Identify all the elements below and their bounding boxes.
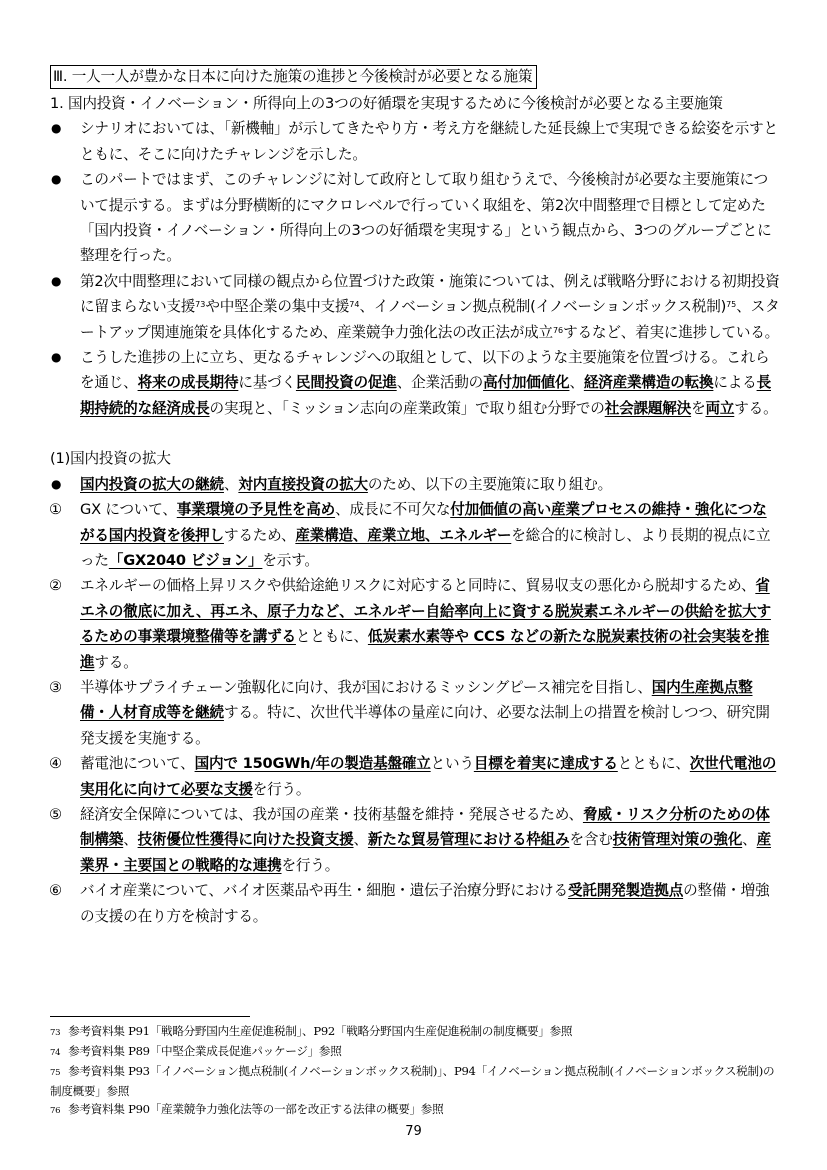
footnote-text: 参考資料集 P90「産業競争力強化法等の一部を改正する法律の概要」参照 bbox=[68, 1102, 444, 1116]
emphasis: 技術優位性獲得に向けた投資支援 bbox=[137, 831, 354, 849]
page-number: 79 bbox=[405, 1124, 422, 1139]
text: を示す。 bbox=[262, 551, 319, 569]
footnote-number: 76 bbox=[50, 1106, 61, 1116]
text: とともに、 bbox=[295, 628, 368, 646]
emphasis: 付加価値の高い産業プロセスの維持・強化につながる国内投資を後押し bbox=[80, 501, 767, 544]
bullet-item: ● このパートではまず、このチャレンジに対して政府として取り組むうえで、今後検討が必要な主要施策について提示する。まずは分野横断的にマクロレベルで行っていく取組を、第2次中間整理で目標として定めた「国内投資・イノベーション・所得向上の3つの好循環を実現する」という観点から、3つのグループごとに整理を行った。 bbox=[50, 167, 780, 269]
item-number: ⑥ bbox=[49, 882, 62, 900]
emphasis: 「GX2040 ビジョン」 bbox=[108, 551, 263, 569]
text: する。 bbox=[734, 399, 778, 417]
emphasis: 国内投資の拡大の継続 bbox=[80, 475, 224, 493]
item-number: ⑤ bbox=[49, 805, 62, 823]
text: 、 bbox=[223, 475, 239, 493]
footnote-divider bbox=[50, 1016, 250, 1017]
footnote-ref: 74 bbox=[349, 300, 360, 310]
text: 、成長に不可欠な bbox=[335, 501, 451, 519]
text: するなど、着実に進捗している。 bbox=[563, 323, 780, 341]
text: バイオ産業について、バイオ医薬品や再生・細胞・遺伝子治療分野における bbox=[80, 882, 568, 900]
emphasis: 事業環境の予見性を高め bbox=[176, 501, 336, 519]
body-content bbox=[50, 64, 780, 929]
bullet-item bbox=[50, 345, 780, 421]
footnote-text: 参考資料集 P91「戦略分野国内生産促進税制」、P92「戦略分野国内生産促進税制の制度概要」参照 bbox=[68, 1024, 573, 1038]
footnote-number: 73 bbox=[50, 1028, 61, 1038]
numbered-item bbox=[50, 675, 780, 751]
item-number: ② bbox=[49, 577, 62, 595]
emphasis: 目標を着実に達成する bbox=[473, 755, 618, 773]
text: を含む bbox=[569, 831, 613, 849]
footnote-text: 参考資料集 P93「イノベーション拠点税制(イノベーションボックス税制)」、P94「イノベーション拠点税制(イノベーションボックス税制)の制度概要」参照 bbox=[50, 1064, 775, 1098]
numbered-item bbox=[50, 497, 780, 573]
footnote-text: 参考資料集 P89「中堅企業成長促進パッケージ」参照 bbox=[68, 1044, 342, 1058]
text: GX について、 bbox=[80, 501, 177, 519]
emphasis: 対内直接投資の拡大 bbox=[238, 475, 368, 493]
text: 第2次中間整理において同様の観点から位置づけた政策・施策については、例えば戦略分野における初期投資に留まらない支援 bbox=[80, 272, 780, 316]
emphasis: 技術管理対策の強化 bbox=[612, 831, 743, 849]
emphasis: 新たな貿易管理における枠組み bbox=[367, 831, 570, 849]
numbered-item bbox=[50, 573, 780, 675]
footnote-ref: 73 bbox=[195, 300, 206, 310]
emphasis: 社会課題解決 bbox=[604, 399, 692, 417]
emphasis: 脅威・リスク分析のための体制構築 bbox=[80, 805, 770, 849]
bullet-item: ● シナリオにおいては、「新機軸」が示してきたやり方・考え方を継続した延長線上で実現できる絵姿を示すとともに、そこに向けたチャレンジを示した。 bbox=[50, 116, 780, 167]
numbered-item bbox=[50, 878, 780, 929]
spacer bbox=[50, 421, 780, 446]
bullet-item bbox=[50, 269, 780, 345]
bullet-item bbox=[50, 472, 780, 497]
emphasis: 国内で 150GWh/年の製造基盤確立 bbox=[194, 755, 431, 773]
footnote-ref: 75 bbox=[726, 300, 737, 310]
text: を行う。 bbox=[252, 780, 311, 798]
text: を行う。 bbox=[281, 856, 340, 874]
emphasis: 国内生産拠点整備・人材育成等を継続 bbox=[80, 678, 753, 722]
emphasis: 長期持続的な経済成長 bbox=[80, 374, 771, 417]
text: 半導体サプライチェーン強靱化に向け、我が国におけるミッシングピース補完を目指し、 bbox=[80, 678, 652, 696]
text: 、 bbox=[353, 831, 368, 849]
text: に基づく bbox=[238, 374, 296, 392]
emphasis: 産業構造、産業立地、エネルギー bbox=[295, 526, 512, 544]
footnotes bbox=[50, 1022, 780, 1120]
text: 蓄電池について、 bbox=[80, 755, 195, 773]
text: 、イノベーション拠点税制(イノベーションボックス税制) bbox=[359, 298, 727, 316]
bullet-list bbox=[50, 472, 780, 497]
footnote bbox=[50, 1062, 780, 1100]
text: や中堅企業の集中支援 bbox=[205, 298, 350, 316]
text: の整備・増強の支援の在り方を検討する。 bbox=[80, 882, 770, 925]
footnote bbox=[50, 1042, 780, 1062]
emphasis: 両立 bbox=[705, 399, 735, 417]
emphasis: 省エネの徹底に加え、再エネ、原子力など、エネルギー自給率向上に資する脱炭素エネルギーの供給を拡大するための事業環境整備等を講ずる bbox=[80, 577, 771, 646]
emphasis: 経済産業構造の転換 bbox=[583, 374, 714, 392]
emphasis: 民間投資の促進 bbox=[295, 374, 397, 392]
text: する。特に、次世代半導体の量産に向け、必要な法制上の措置を検討しつつ、研究開発支援を実施する。 bbox=[80, 704, 770, 747]
text: とともに、 bbox=[617, 755, 690, 773]
text: 、スタートアップ関連施策を具体化するため、産業競争力強化法の改正法が成立 bbox=[80, 298, 780, 341]
bullet-list bbox=[50, 116, 780, 421]
subtitle: 1. 国内投資・イノベーション・所得向上の3つの好循環を実現するために今後検討が必要となる主要施策 bbox=[50, 95, 723, 112]
text: を総合的に検討し、より長期的視点に立った bbox=[80, 526, 771, 569]
emphasis: 低炭素水素等や CCS などの新たな脱炭素技術の社会実装を推進 bbox=[80, 628, 770, 671]
text: こうした進捗の上に立ち、更なるチャレンジへの取組として、以下のような主要施策を位置づける。これらを通じ、 bbox=[80, 349, 770, 392]
text: するため、 bbox=[223, 526, 296, 544]
text: 、企業活動の bbox=[396, 374, 484, 392]
text: を bbox=[691, 399, 706, 417]
footnote bbox=[50, 1100, 780, 1120]
text: 経済安全保障については、我が国の産業・技術基盤を維持・発展させるため、 bbox=[80, 805, 583, 823]
footnote-ref: 76 bbox=[552, 325, 564, 335]
numbered-list bbox=[50, 497, 780, 929]
subsection-title: (1)国内投資の拡大 bbox=[50, 450, 171, 468]
footnote-number: 75 bbox=[50, 1068, 61, 1078]
numbered-item bbox=[50, 751, 780, 802]
item-number: ③ bbox=[49, 678, 62, 696]
text: のため、以下の主要施策に取り組む。 bbox=[367, 475, 613, 493]
emphasis: 次世代電池の実用化に向けて必要な支援 bbox=[80, 755, 777, 798]
item-number: ① bbox=[49, 501, 62, 519]
emphasis: 産業界・主要国との戦略的な連携 bbox=[80, 831, 771, 874]
text: 、 bbox=[569, 374, 584, 392]
text: エネルギーの価格上昇リスクや供給途絶リスクに対応すると同時に、貿易収支の悪化から脱却するため、 bbox=[80, 577, 756, 595]
text: による bbox=[713, 374, 757, 392]
section-title: Ⅲ. 一人一人が豊かな日本に向けた施策の進捗と今後検討が必要となる施策 bbox=[50, 65, 537, 89]
numbered-item bbox=[50, 802, 780, 878]
text: という bbox=[430, 755, 474, 773]
text: の実現と、「ミッション志向の産業政策」で取り組む分野での bbox=[209, 399, 605, 417]
footnote bbox=[50, 1022, 780, 1042]
footnote-number: 74 bbox=[50, 1048, 61, 1058]
emphasis: 将来の成長期待 bbox=[137, 374, 239, 392]
item-number: ④ bbox=[49, 755, 62, 773]
text: 、 bbox=[742, 831, 757, 849]
text: する。 bbox=[94, 653, 138, 671]
emphasis: 高付加価値化 bbox=[483, 374, 570, 392]
text: 、 bbox=[123, 831, 138, 849]
emphasis: 受託開発製造拠点 bbox=[567, 882, 684, 900]
